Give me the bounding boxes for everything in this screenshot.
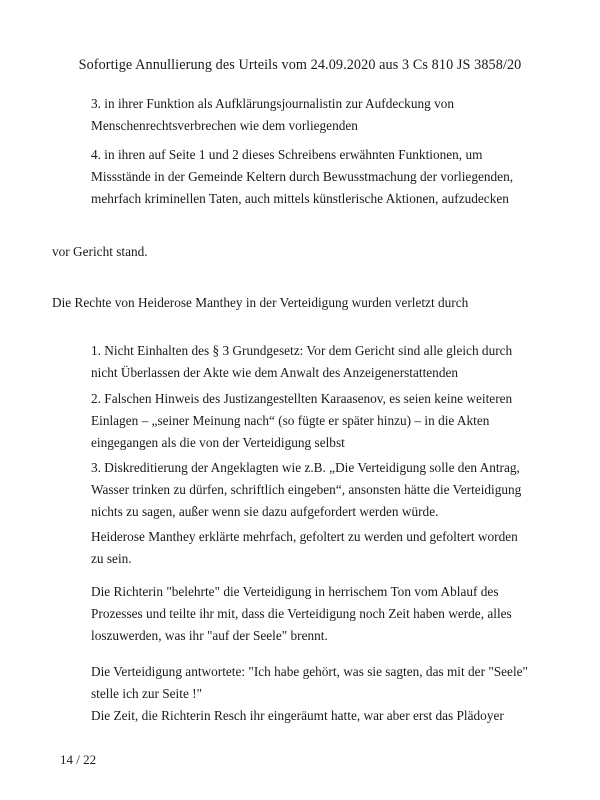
text-line: loszuwerden, was ihr "auf der Seele" brennt.: [91, 628, 328, 643]
text-line: Missstände in der Gemeinde Keltern durch Bewusstmachung der vorliegenden,: [91, 169, 514, 184]
paragraph-p4: [52, 292, 562, 314]
paragraph-p1: [91, 93, 551, 137]
text-line: 3. in ihrer Funktion als Aufklärungsjournalistin zur Aufdeckung von: [91, 96, 455, 111]
text-line: Die Zeit, die Richterin Resch ihr eingeräumt hatte, war aber erst das Plädoyer: [91, 708, 504, 723]
text-line: Einlagen – „seiner Meinung nach“ (so fügte er später hinzu) – in die Akten: [91, 413, 490, 428]
page-header-title: Sofortige Annullierung des Urteils vom 24.09.2020 aus 3 Cs 810 JS 3858/20: [78, 57, 522, 73]
paragraph-p8: [91, 526, 551, 570]
text-line: Die Richterin "belehrte" die Verteidigung in herrischem Ton vom Ablauf des: [91, 584, 499, 599]
paragraph-p6: [91, 388, 551, 454]
text-line: eingegangen als die von der Verteidigung selbst: [91, 435, 345, 450]
paragraph-p2: [91, 144, 551, 210]
text-line: Menschenrechtsverbrechen wie dem vorliegenden: [91, 118, 358, 133]
paragraph-p10: [91, 661, 551, 727]
text-line: nicht Überlassen der Akte wie dem Anwalt des Anzeigenerstattenden: [91, 365, 459, 380]
text-line: vor Gericht stand.: [52, 244, 148, 259]
text-line: 4. in ihren auf Seite 1 und 2 dieses Schreibens erwähnten Funktionen, um: [91, 147, 483, 162]
text-line: mehrfach kriminellen Taten, auch mittels künstlerische Aktionen, aufzudecken: [91, 191, 509, 206]
text-line: Heiderose Manthey erklärte mehrfach, gefoltert zu werden und gefoltert worden: [91, 529, 518, 544]
text-line: 1. Nicht Einhalten des § 3 Grundgesetz: Vor dem Gericht sind alle gleich durch: [91, 343, 513, 358]
text-line: 2. Falschen Hinweis des Justizangestellten Karaasenov, es seien keine weiteren: [91, 391, 513, 406]
page-number: 14 / 22: [60, 752, 97, 767]
text-line: Prozesses und teilte ihr mit, dass die Verteidigung noch Zeit haben werde, alles: [91, 606, 512, 621]
paragraph-p9: [91, 581, 551, 647]
text-line: stelle ich zur Seite !": [91, 686, 203, 701]
paragraph-p3: [52, 241, 562, 263]
text-line: nichts zu sagen, außer wenn sie dazu aufgefordert werden würde.: [91, 504, 439, 519]
paragraph-p7: [91, 457, 551, 523]
text-line: Wasser trinken zu dürfen, schriftlich eingeben“, ansonsten hätte die Verteidigung: [91, 482, 522, 497]
text-line: 3. Diskreditierung der Angeklagten wie z.B. „Die Verteidigung solle den Antrag,: [91, 460, 520, 475]
text-line: Die Verteidigung antwortete: "Ich habe gehört, was sie sagten, das mit der "Seele": [91, 664, 528, 679]
text-line: Die Rechte von Heiderose Manthey in der Verteidigung wurden verletzt durch: [52, 295, 469, 310]
paragraph-p5: [91, 340, 551, 384]
text-line: zu sein.: [91, 551, 132, 566]
